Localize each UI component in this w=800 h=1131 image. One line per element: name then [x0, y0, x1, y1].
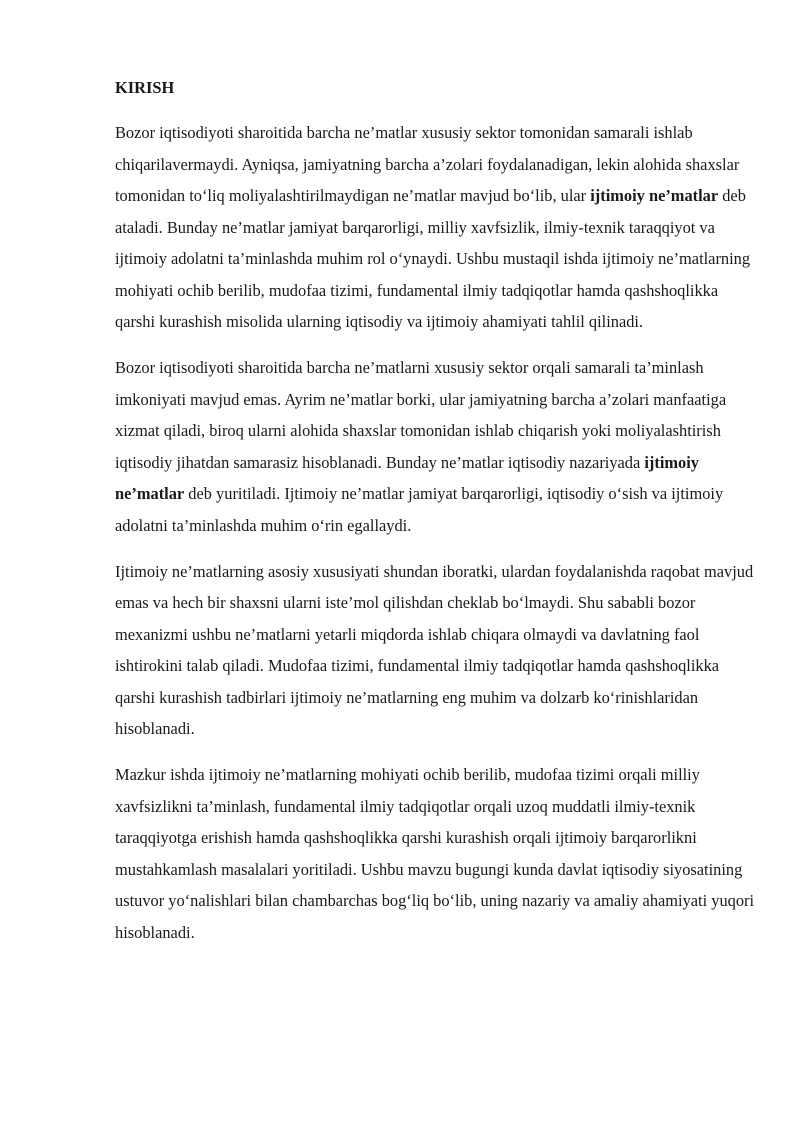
document-body: [115, 72, 755, 963]
paragraph-text: Mazkur ishda ijtimoiy ne’matlarning mohiyati ochib berilib, mudofaa tizimi orqali milliy xavfsizlikni ta’minlash, fundamental ilmiy tadqiqotlar orqali uzoq muddatli ilmiy-texnik taraqqiyotga erishish hamda qashshoqlikka qarshi kurashish orqali ijtimoiy barqarorlikni mustahkamlash masalalari yoritiladi. Ushbu mavzu bugungi kunda davlat iqtisodiy siyosatining ustuvor yo‘nalishlari bilan chambarchas bog‘liq bo‘lib, uning nazariy va amaliy ahamiyati yuqori hisoblanadi.: [115, 765, 755, 942]
paragraph-text: Ijtimoiy ne’matlarning asosiy xususiyati shundan iboratki, ulardan foydalanishda raqobat mavjud emas va hech bir shaxsni ularni iste’mol qilishdan cheklab bo‘lmaydi. Shu sababli bozor mexanizmi ushbu ne’matlarni yetarli miqdorda ishlab chiqara olmaydi va davlatning faol ishtirokini talab qiladi. Mudofaa tizimi, fundamental ilmiy tadqiqotlar hamda qashshoqlikka qarshi kurashish tadbirlari ijtimoiy ne’matlarning eng muhim va dolzarb ko‘rinishlaridan hisoblanadi.: [115, 561, 754, 738]
paragraph-text: deb yuritiladi. Ijtimoiy ne’matlar jamiyat barqarorligi, iqtisodiy o‘sish va ijtimoiy adolatni ta’minlashda muhim o‘rin egallaydi.: [115, 484, 724, 535]
paragraph-text: deb ataladi. Bunday ne’matlar jamiyat barqarorligi, milliy xavfsizlik, ilmiy-texnik taraqqiyot va ijtimoiy adolatni ta’minlashda muhim rol o‘ynaydi. Ushbu mustaqil ishda ijtimoiy ne’matlarning mohiyati ochib berilib, mudofaa tizimi, fundamental ilmiy tadqiqotlar hamda qashshoqlikka qarshi kurashish misolida ularning iqtisodiy va ijtimoiy ahamiyati tahlil qilinadi.: [115, 186, 751, 331]
paragraph-text: Bozor iqtisodiyoti sharoitida barcha ne’matlarni xususiy sektor orqali samarali ta’minlash imkoniyati mavjud emas. Ayrim ne’matlar borki, ular jamiyatning barcha a’zolari manfaatiga xizmat qiladi, biroq ularni alohida shaxslar tomonidan ishlab chiqarish yoki moliyalashtirish iqtisodiy jihatdan samarasiz hisoblanadi. Bunday ne’matlar iqtisodiy nazariyada: [115, 358, 727, 472]
paragraph: [115, 759, 755, 948]
bold-term: ijtimoiy ne’matlar: [590, 186, 719, 205]
paragraph-text: Bozor iqtisodiyoti sharoitida barcha ne’matlar xususiy sektor tomonidan samarali ishlab chiqarilavermaydi. Ayniqsa, jamiyatning barcha a’zolari foydalanadigan, lekin alohida shaxslar tomonidan to‘liq moliyalashtirilmaydigan ne’matlar mavjud bo‘lib, ular: [115, 123, 740, 205]
paragraph: [115, 117, 755, 338]
paragraph: [115, 556, 755, 745]
bold-term: ijtimoiy ne’matlar: [115, 452, 699, 503]
section-heading: KIRISH: [115, 78, 175, 97]
paragraph: [115, 352, 755, 541]
